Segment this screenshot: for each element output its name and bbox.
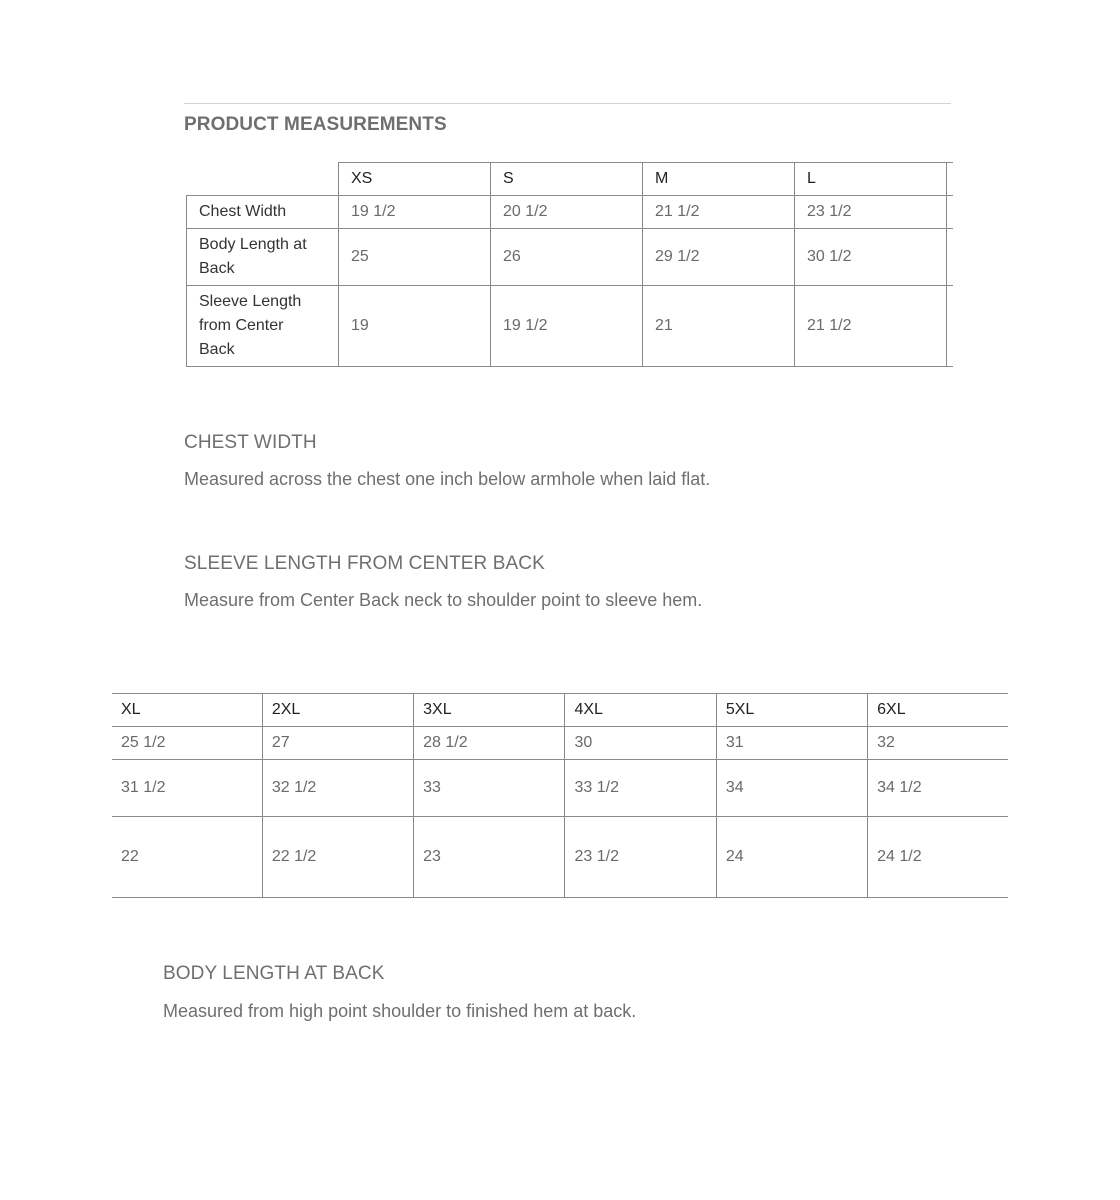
sleeve-length-title: SLEEVE LENGTH FROM CENTER BACK	[184, 553, 545, 574]
body-length-description: Measured from high point shoulder to finished hem at back.	[163, 1001, 637, 1021]
size-header-3xl: 3XL	[414, 694, 565, 727]
body-length-title: BODY LENGTH AT BACK	[163, 963, 385, 984]
table-cell: 19 1/2	[339, 196, 491, 229]
table-row	[187, 286, 953, 367]
table-cell: 20 1/2	[491, 196, 643, 229]
table-cell: 23	[414, 817, 565, 898]
top-divider	[184, 103, 951, 104]
size-header-m: M	[643, 163, 795, 196]
table-cell: 19 1/2	[491, 286, 643, 367]
table-cell: 22 1/2	[262, 817, 413, 898]
table-cell: 26	[491, 229, 643, 286]
table-row	[187, 196, 953, 229]
row-label-text: Body Length at Back	[199, 236, 307, 277]
chest-width-title: CHEST WIDTH	[184, 432, 317, 453]
table-row	[187, 229, 953, 286]
sleeve-length-description: Measure from Center Back neck to shoulder point to sleeve hem.	[184, 590, 703, 610]
table-header-row	[112, 694, 1008, 727]
size-header-2xl: 2XL	[262, 694, 413, 727]
size-header-5xl: 5XL	[716, 694, 867, 727]
row-label-text: Sleeve Length from Center Back	[199, 293, 302, 358]
table-cell: 21 1/2	[795, 286, 947, 367]
table-row	[112, 760, 1008, 817]
table-cell: 34 1/2	[868, 760, 1008, 817]
table-cell: 34	[716, 760, 867, 817]
size-header-s: S	[491, 163, 643, 196]
measurements-table-large-sizes	[112, 693, 1008, 898]
table-row	[112, 817, 1008, 898]
row-label-body-length	[187, 229, 339, 286]
row-label-sleeve-length	[187, 286, 339, 367]
table-cell: 21	[643, 286, 795, 367]
size-header-l: L	[795, 163, 947, 196]
table-cell: 33	[414, 760, 565, 817]
row-label-chest-width: Chest Width	[187, 196, 339, 229]
table-row	[112, 727, 1008, 760]
table-cell: 22	[112, 817, 262, 898]
measurements-table-small-sizes	[186, 162, 953, 367]
size-header-xs: XS	[339, 163, 491, 196]
size-header-xl: XL	[112, 694, 262, 727]
table-header-row	[187, 163, 953, 196]
table-cell: 25	[339, 229, 491, 286]
table-cell: 23 1/2	[795, 196, 947, 229]
table-cell: 30 1/2	[795, 229, 947, 286]
table-cell: 23 1/2	[565, 817, 716, 898]
table-cell: 32 1/2	[262, 760, 413, 817]
table-cut-cell	[947, 163, 953, 196]
table-corner-cell	[187, 163, 339, 196]
table-cell: 24	[716, 817, 867, 898]
chest-width-description: Measured across the chest one inch below armhole when laid flat.	[184, 469, 711, 489]
size-header-4xl: 4XL	[565, 694, 716, 727]
table-cut-cell	[947, 229, 953, 286]
table-cut-cell	[947, 286, 953, 367]
table-cell: 31	[716, 727, 867, 760]
table-cell: 25 1/2	[112, 727, 262, 760]
table-cell: 27	[262, 727, 413, 760]
table-cell: 31 1/2	[112, 760, 262, 817]
table-cell: 21 1/2	[643, 196, 795, 229]
table-cell: 32	[868, 727, 1008, 760]
table-cell: 29 1/2	[643, 229, 795, 286]
table-cell: 19	[339, 286, 491, 367]
table-cell: 30	[565, 727, 716, 760]
page-title: PRODUCT MEASUREMENTS	[184, 114, 447, 135]
table-cut-cell	[947, 196, 953, 229]
size-header-6xl: 6XL	[868, 694, 1008, 727]
table-cell: 33 1/2	[565, 760, 716, 817]
table-cell: 24 1/2	[868, 817, 1008, 898]
table-cell: 28 1/2	[414, 727, 565, 760]
